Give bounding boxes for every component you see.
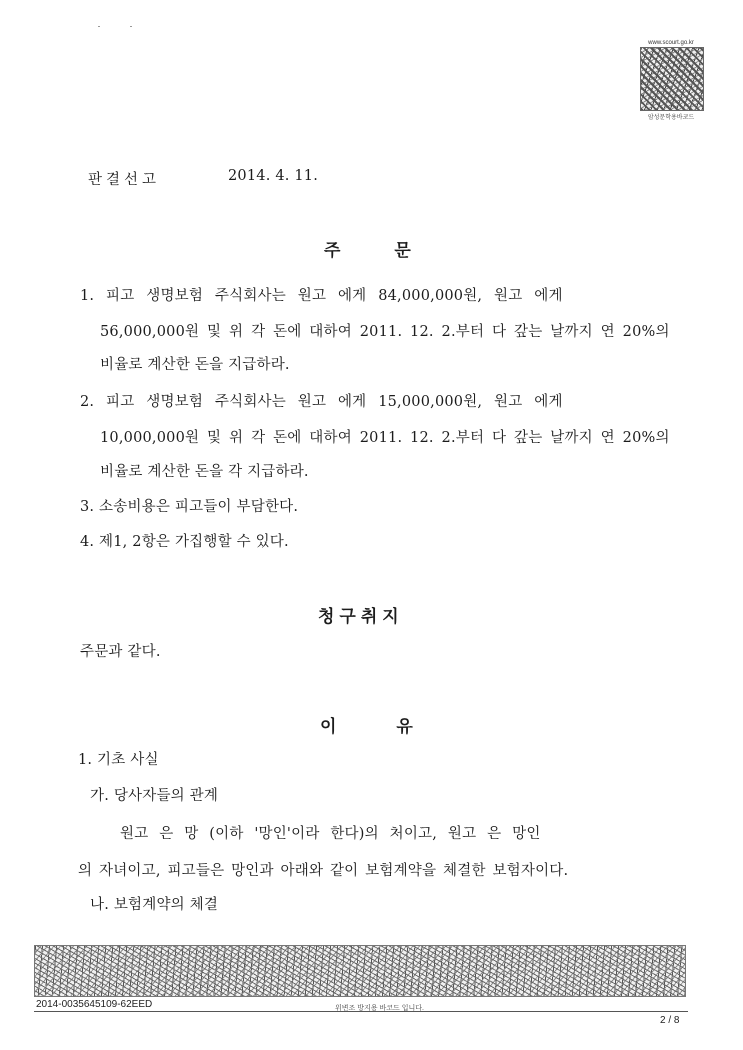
order-item-2-line-1: 2. 피고 생명보험 주식회사는 원고 에게 15,000,000원, 원고 에게	[80, 394, 563, 410]
scan-speck	[130, 26, 132, 27]
anti-forgery-barcode	[34, 945, 686, 997]
order-item-2-line-2: 10,000,000원 및 위 각 돈에 대하여 2011. 12. 2.부터 다 갚는 날까지 연 20%의	[100, 430, 670, 446]
qr-code-image	[640, 47, 704, 111]
reasons-section-1: 1. 기초 사실	[78, 752, 159, 768]
qr-code-block	[640, 40, 702, 121]
order-item-3: 3. 소송비용은 피고들이 부담한다.	[80, 499, 299, 515]
order-heading: 주 문	[324, 241, 412, 261]
reasons-sub-a: 가. 당사자들의 관계	[90, 788, 219, 804]
order-item-2-line-3: 비율로 계산한 돈을 각 지급하라.	[100, 464, 309, 480]
scan-speck	[98, 26, 100, 27]
decision-date-label: 판결선고	[88, 172, 161, 188]
order-item-1-line-2: 56,000,000원 및 위 각 돈에 대하여 2011. 12. 2.부터 다 갚는 날까지 연 20%의	[100, 324, 670, 340]
order-item-1-line-1: 1. 피고 생명보험 주식회사는 원고 에게 84,000,000원, 원고 에게	[80, 288, 563, 304]
reasons-heading: 이 유	[320, 717, 414, 737]
claim-heading: 청구취지	[318, 607, 404, 627]
order-item-4: 4. 제1, 2항은 가집행할 수 있다.	[80, 534, 289, 550]
reasons-paragraph-line-2: 의 자녀이고, 피고들은 망인과 아래와 같이 보험계약을 체결한 보험자이다.	[78, 863, 569, 879]
claim-text: 주문과 같다.	[80, 644, 161, 660]
qr-label: 암성문학용바코드	[647, 115, 695, 121]
footer-note: 위변조 방지용 바코드 입니다.	[335, 1005, 424, 1012]
reasons-paragraph-line-1: 원고 은 망 (이하 '망인'이라 한다)의 처이고, 원고 은 망인	[120, 826, 541, 842]
decision-date-value: 2014. 4. 11.	[228, 168, 319, 184]
footer-page-number: 2 / 8	[660, 1015, 680, 1026]
order-item-1-line-3: 비율로 계산한 돈을 지급하라.	[100, 357, 290, 373]
qr-url: www.scourt.go.kr	[648, 40, 694, 46]
footer-document-id: 2014-0035645109-62EED	[36, 999, 153, 1010]
reasons-sub-b: 나. 보험계약의 체결	[90, 897, 219, 913]
